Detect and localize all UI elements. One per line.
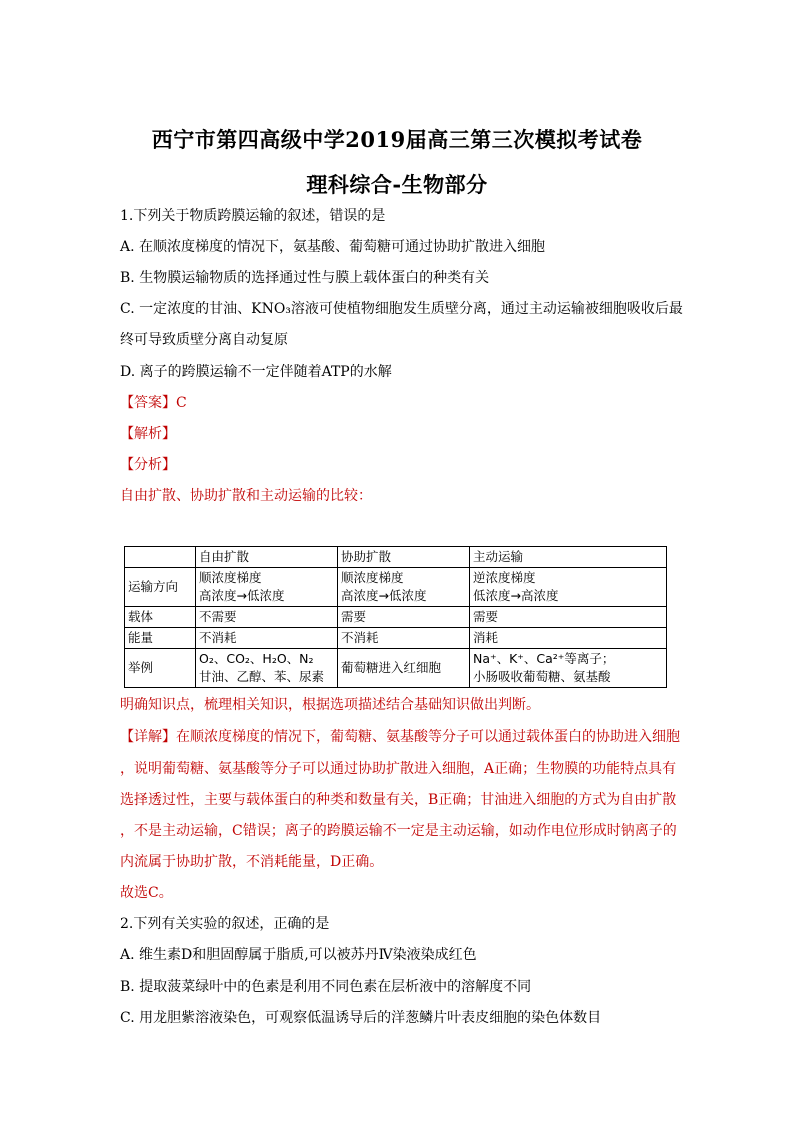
question-1-option-a: A. 在顺浓度梯度的情况下，氨基酸、葡萄糖可通过协助扩散进入细胞 xyxy=(120,239,546,255)
table-row-label: 能量 xyxy=(125,628,196,649)
detail-line-2: ，说明葡萄糖、氨基酸等分子可以通过协助扩散进入细胞，A正确；生物膜的功能特点具有 xyxy=(120,761,677,777)
table-header-row xyxy=(125,547,667,568)
detail-text: 在顺浓度梯度的情况下，葡萄糖、氨基酸等分子可以通过载体蛋白的协助进入细胞 xyxy=(176,729,680,745)
comparison-intro: 自由扩散、协助扩散和主动运输的比较： xyxy=(120,488,372,504)
table-cell: 消耗 xyxy=(470,628,667,649)
fenxi-tag: 【分析】 xyxy=(120,457,176,473)
comparison-table xyxy=(124,546,667,688)
table-cell: 不需要 xyxy=(196,607,338,628)
table-cell: 顺浓度梯度 高浓度→低浓度 xyxy=(338,568,470,607)
question-1-stem: 1.下列关于物质跨膜运输的叙述，错误的是 xyxy=(120,208,386,224)
table-cell: Na⁺、K⁺、Ca²⁺等离子； 小肠吸收葡萄糖、氨基酸 xyxy=(470,649,667,688)
table-row-label: 运输方向 xyxy=(125,568,196,607)
question-2-option-c: C. 用龙胆紫溶液染色，可观察低温诱导后的洋葱鳞片叶表皮细胞的染色体数目 xyxy=(120,1010,602,1026)
detail-tag: 【详解】 xyxy=(120,729,176,745)
summary-text: 明确知识点，梳理相关知识，根据选项描述结合基础知识做出判断。 xyxy=(120,697,540,713)
conclusion: 故选C。 xyxy=(120,885,173,901)
question-1-option-d: D. 离子的跨膜运输不一定伴随着ATP的水解 xyxy=(120,364,392,380)
page-title: 西宁市第四高级中学2019届高三第三次模拟考试卷 xyxy=(151,127,643,152)
question-1-option-c-line2: 终可导致质壁分离自动复原 xyxy=(120,332,288,348)
question-2-option-a: A. 维生素D和胆固醇属于脂质,可以被苏丹Ⅳ染液染成红色 xyxy=(120,947,477,963)
question-2-option-b: B. 提取菠菜绿叶中的色素是利用不同色素在层析液中的溶解度不同 xyxy=(120,979,532,995)
table-row xyxy=(125,607,667,628)
page-subtitle: 理科综合-生物部分 xyxy=(306,172,488,197)
table-cell: 需要 xyxy=(470,607,667,628)
answer-value: C xyxy=(176,395,187,411)
detail-line-1 xyxy=(120,727,680,747)
detail-line-4: ，不是主动运输，C错误；离子的跨膜运输不一定是主动运输，如动作电位形成时钠离子的 xyxy=(120,823,677,839)
question-2-stem: 2.下列有关实验的叙述，正确的是 xyxy=(120,916,330,932)
table-header-cell xyxy=(125,547,196,568)
answer-line xyxy=(120,393,187,413)
table-header-cell: 自由扩散 xyxy=(196,547,338,568)
table-cell: O₂、CO₂、H₂O、N₂ 甘油、乙醇、苯、尿素 xyxy=(196,649,338,688)
table-row xyxy=(125,568,667,607)
table-header-cell: 主动运输 xyxy=(470,547,667,568)
table-cell: 逆浓度梯度 低浓度→高浓度 xyxy=(470,568,667,607)
table-cell: 不消耗 xyxy=(338,628,470,649)
detail-line-5: 内流属于协助扩散，不消耗能量，D正确。 xyxy=(120,854,384,870)
table-row xyxy=(125,649,667,688)
table-cell: 不消耗 xyxy=(196,628,338,649)
table-row-label: 载体 xyxy=(125,607,196,628)
question-1-option-b: B. 生物膜运输物质的选择通过性与膜上载体蛋白的种类有关 xyxy=(120,270,490,286)
table-row xyxy=(125,628,667,649)
detail-line-3: 选择透过性，主要与载体蛋白的种类和数量有关，B正确；甘油进入细胞的方式为自由扩散 xyxy=(120,792,677,808)
table-cell: 葡萄糖进入红细胞 xyxy=(338,649,470,688)
answer-tag: 【答案】 xyxy=(120,395,176,411)
table-cell: 顺浓度梯度 高浓度→低浓度 xyxy=(196,568,338,607)
question-1-option-c-line1: C. 一定浓度的甘油、KNO₃溶液可使植物细胞发生质壁分离，通过主动运输被细胞吸收后最 xyxy=(120,301,683,317)
table-cell: 需要 xyxy=(338,607,470,628)
table-header-cell: 协助扩散 xyxy=(338,547,470,568)
table-row-label: 举例 xyxy=(125,649,196,688)
analysis-tag: 【解析】 xyxy=(120,426,176,442)
